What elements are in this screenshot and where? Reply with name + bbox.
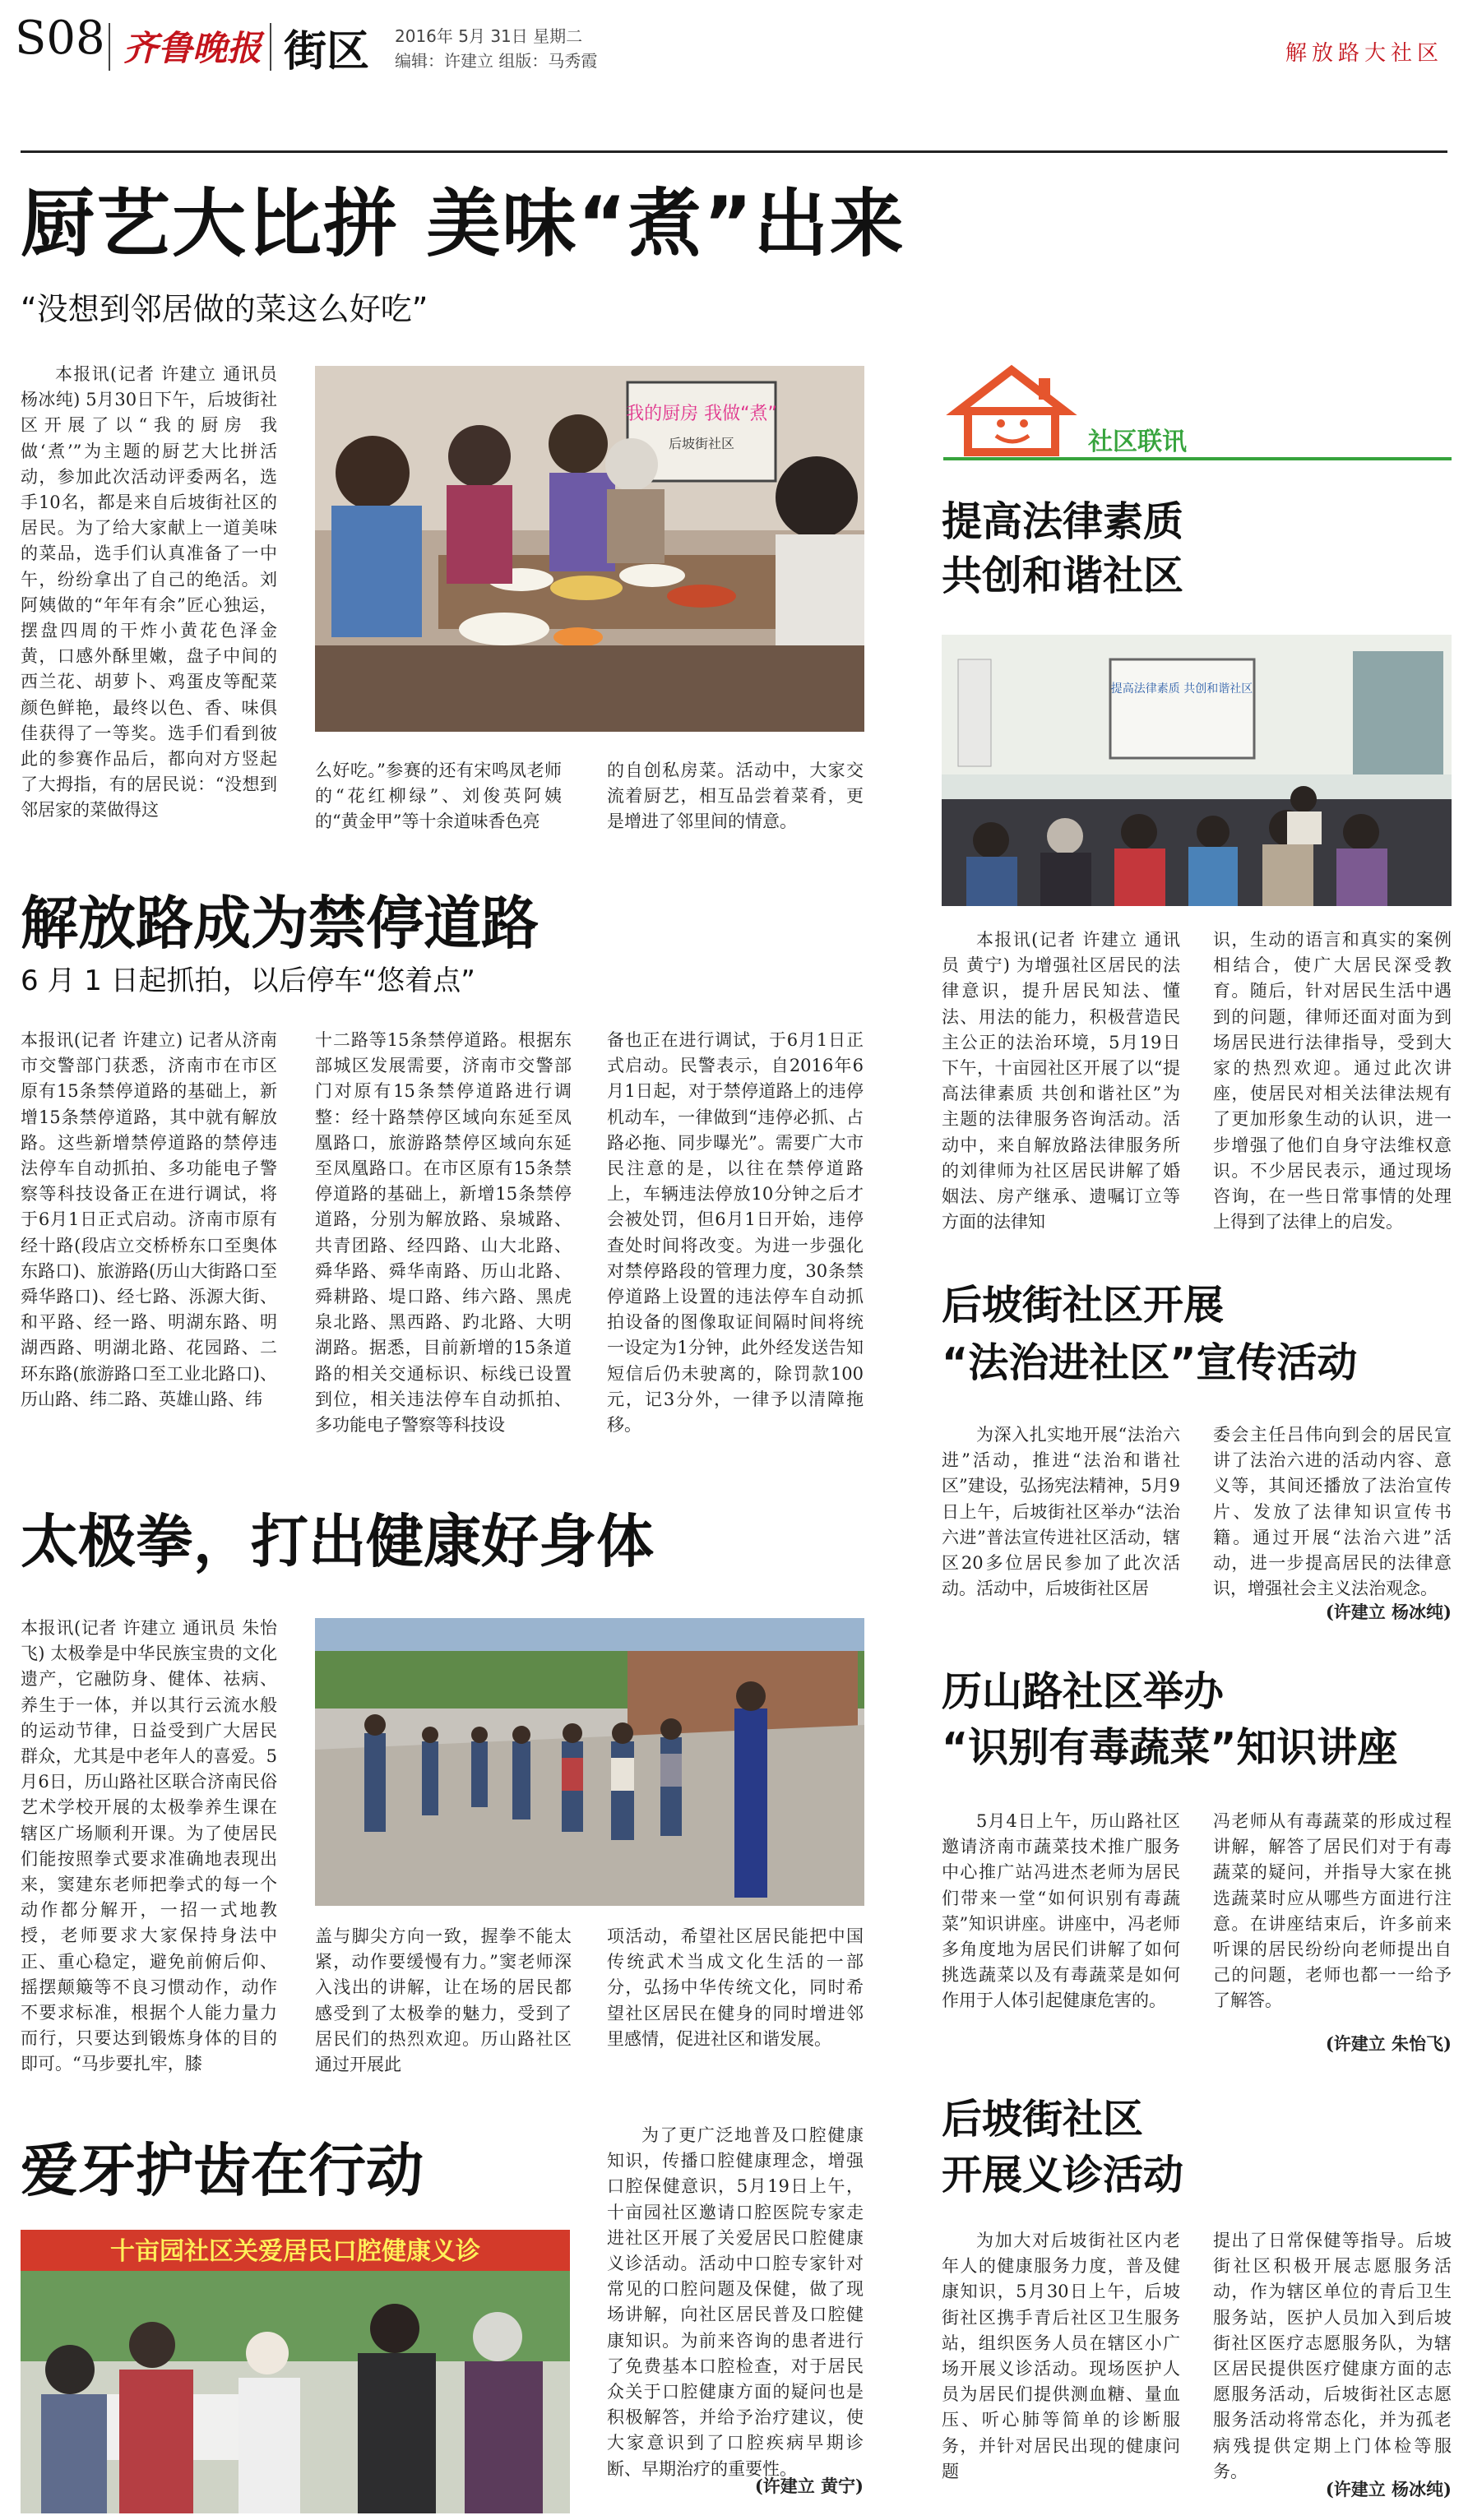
s3-title-line1: 历山路社区举办	[942, 1668, 1225, 1715]
a3-column-2: 盖与脚尖方向一致，握拳不能太紧，动作要缓慢有力。”窦老师深入浅出的讲解，让在场的居民都感受到了太极拳的魅力，受到了居民们的热烈欢迎。历山路社区通过开展此	[315, 1926, 572, 2075]
s3-column-2: 冯老师从有毒蔬菜的形成过程讲解，解答了居民们对于有毒蔬菜的疑问，并指导大家在挑选蔬菜时应从哪些方面进行注意。在讲座结束后，许多前来听课的居民纷纷向老师提出自己的问题，老师也都一一给予了解答。	[1213, 1811, 1452, 2011]
logo-rule	[943, 457, 1452, 460]
a3-taichi-photo	[315, 1618, 864, 1906]
s1-title-line2: 共创和谐社区	[942, 553, 1184, 599]
s1-column-1: 本报讯(记者 许建立 通讯员 黄宁) 为增强社区居民的法律意识，提升居民知法、懂法、用法的能力，积极营造民主公正的法治环境，5月19日下午，十亩园社区开展了以“提高法律素质 共创和谐社区”为主题的法律服务咨询活动。活动中，来自解放路法律服务所的刘律师为社区居民讲解了婚姻法、房产继承、遗嘱订立等方面的法律知	[942, 930, 1180, 1232]
s4-column-2: 提出了日常保健等指导。后坡街社区积极开展志愿服务活动，作为辖区单位的青后卫生服务站，医护人员加入到后坡街社区医疗志愿服务队，为辖区居民提供医疗健康方面的志愿服务活动，后坡街社区志愿服务活动将常态化，并为孤老病残提供定期上门体检等服务。	[1213, 2231, 1452, 2481]
s3-title-line2: “识别有毒蔬菜”知识讲座	[942, 1724, 1398, 1771]
header-rule	[21, 150, 1447, 153]
page-number: S08	[15, 12, 105, 65]
s1-column-2: 识，生动的语言和真实的案例相结合，使广大居民深受教育。随后，针对居民生活中遇到的问题，律师还面对面为到场居民进行法律指导，受到大家的热烈欢迎。通过此次讲座，使居民对相关法律法规有了更加形象生动的认识，进一步增强了他们自身守法维权意识。不少居民表示，通过现场咨询，在一些日常事情的处理上得到了法律上的启发。	[1213, 930, 1452, 1232]
section-right-label: 解放路大社区	[1285, 41, 1443, 66]
s2-column-1: 为深入扎实地开展“法治六进”活动，推进“法治和谐社区”建设，弘扬宪法精神，5月9日上午，后坡街社区举办“法治六进”普法宣传进社区活动，辖区20多位居民参加了此次活动。活动中，后坡街社区居	[942, 1425, 1180, 1599]
s1-title-line1: 提高法律素质	[942, 498, 1184, 545]
s2-title-line1: 后坡街社区开展	[942, 1282, 1225, 1329]
dental-banner-text: 十亩园社区关爱居民口腔健康义诊	[110, 2237, 480, 2266]
section-title: 街区	[284, 27, 370, 76]
community-news-logo	[942, 362, 1452, 460]
s1-lecture-photo	[942, 635, 1452, 906]
s2-signature: (许建立 杨冰纯)	[1325, 1602, 1452, 1622]
photo-sign-subtext: 后坡街社区	[668, 436, 735, 451]
s3-column-1: 5月4日上午，历山路社区邀请济南市蔬菜技术推广服务中心推广站冯进杰老师为居民们带来一堂“如何识别有毒蔬菜”知识讲座。讲座中，冯老师多角度地为居民们讲解了如何挑选蔬菜以及有毒蔬菜是如何作用于人体引起健康危害的。	[942, 1811, 1180, 2011]
editors-credit: 编辑：许建立 组版：马秀霞	[395, 51, 598, 71]
community-news-label: 社区联讯	[1088, 428, 1187, 456]
newspaper-logo: 齐鲁晚报	[123, 28, 262, 68]
a3-column-3: 项活动，希望社区居民能把中国传统武术当成文化生活的一部分，弘扬中华传统文化，同时希望社区居民在健身的同时增进邻里感情，促进社区和谐发展。	[607, 1926, 864, 2049]
house-icon	[942, 362, 1081, 456]
a3-column-1: 本报讯(记者 许建立 通讯员 朱怡飞) 太极拳是中华民族宝贵的文化遗产，它融防身、健体、祛病、养生于一体，并以其行云流水般的运动节律，日益受到广大居民群众，尤其是中老年人的喜爱。5月6日，历山路社区联合济南民俗艺术学校开展的太极拳养生课在辖区广场顺利开课。为了使居民们能按照拳式要求准确地表现出来，窦建东老师把拳式的每一个动作都分解开，一招一式地教授，老师要求大家保持身法中正、重心稳定，避免前俯后仰、摇摆颠簸等不良习惯动作，动作不要求标准，根据个人能力量力而行，只要达到锻炼身体的目的即可。“马步要扎牢，膝	[21, 1618, 277, 2074]
a4-headline: 爱牙护齿在行动	[21, 2137, 424, 2204]
a2-subheadline: 6 月 1 日起抓拍，以后停车“悠着点”	[21, 964, 475, 997]
a1-column-1: 本报讯(记者 许建立 通讯员 杨冰纯) 5月30日下午，后坡街社区开展了以“我的厨房 我做‘煮’”为主题的厨艺大比拼活动，参加此次活动评委两名，选手10名，都是来自后坡街社区的居民。为了给大家献上一道美味的菜品，选手们认真准备了一中午，纷纷拿出了自己的绝活。刘阿姨做的“年年有余”匠心独运，摆盘四周的干炸小黄花色泽金黄，口感外酥里嫩，盘子中间的西兰花、胡萝卜、鸡蛋皮等配菜颜色鲜艳，最终以色、香、味俱佳获得了一等奖。选手们看到彼此的参赛作品后，都向对方竖起了大拇指，有的居民说：“没想到邻居家的菜做得这	[21, 364, 277, 821]
a2-headline: 解放路成为禁停道路	[21, 890, 539, 957]
s3-signature: (许建立 朱怡飞)	[1325, 2033, 1452, 2054]
a1-subheadline: “没想到邻居做的菜这么好吃”	[21, 291, 428, 327]
s4-column-1: 为加大对后坡街社区内老年人的健康服务力度，普及健康知识，5月30日上午，后坡街社区携手青后社区卫生服务站，组织医务人员在辖区小广场开展义诊活动。现场医护人员为居民们提供测血糖、量血压、听心肺等简单的诊断服务，并针对居民出现的健康问题	[942, 2231, 1180, 2481]
header-divider	[270, 23, 271, 71]
photo-sign-text: 我的厨房 我做“煮”	[626, 404, 777, 424]
a2-column-1: 本报讯(记者 许建立) 记者从济南市交警部门获悉，济南市在市区原有15条禁停道路的基础上，新增15条禁停道路，其中就有解放路。这些新增禁停道路的禁停违法停车自动抓拍、多功能电子警察等科技设备正在进行调试，将于6月1日正式启动。济南市原有经十路(段店立交桥桥东口至奥体东路口)、旅游路(历山大街路口至舜华路口)、经七路、泺源大街、和平路、经一路、明湖东路、明湖西路、明湖北路、花园路、二环东路(旅游路口至工业北路口)、历山路、纬二路、英雄山路、纬	[21, 1030, 277, 1409]
s4-title-line1: 后坡街社区	[942, 2096, 1144, 2143]
a2-column-2: 十二路等15条禁停道路。根据东部城区发展需要，济南市交警部门对原有15条禁停道路进行调整：经十路禁停区域向东延至凤凰路口，旅游路禁停区域向东延至凤凰路口。在市区原有15条禁停道路的基础上，新增15条禁停道路，分别为解放路、泉城路、共青团路、经四路、山大北路、舜华路、舜华南路、历山北路、舜耕路、堤口路、纬六路、黑虎泉北路、黑西路、趵北路、大明湖路。据悉，目前新增的15条道路的相关交通标识、标线已设置到位，相关违法停车自动抓拍、多功能电子警察等科技设	[315, 1030, 572, 1436]
a1-column-2: 么好吃。”参赛的还有宋鸣凤老师的“花红柳绿”、刘俊英阿姨的“黄金甲”等十余道味香色亮	[315, 761, 562, 832]
issue-date: 2016年 5月 31日 星期二	[395, 26, 583, 46]
a1-cooking-photo	[315, 366, 864, 732]
a4-dental-photo	[21, 2230, 570, 2513]
a4-column: 为了更广泛地普及口腔健康知识，传播口腔健康理念，增强口腔保健意识，5月19日上午，十亩园社区邀请口腔医院专家走进社区开展了关爱居民口腔健康义诊活动。活动中口腔专家针对常见的口腔问题及保健，做了现场讲解，向社区居民普及口腔健康知识。为前来咨询的患者进行了免费基本口腔检查，对于居民众关于口腔健康方面的疑问也是积极解答，并给予治疗建议，使大家意识到了口腔疾病早期诊断、早期治疗的重要性。	[607, 2125, 864, 2479]
a3-headline: 太极拳，打出健康好身体	[21, 1508, 654, 1575]
a1-column-3: 的自创私房菜。活动中，大家交流着厨艺，相互品尝着菜肴，更是增进了邻里间的情意。	[607, 761, 864, 832]
s1-screen-text: 提高法律素质 共创和谐社区	[1110, 682, 1253, 696]
s2-title-line2: “法治进社区”宣传活动	[942, 1339, 1358, 1386]
a1-headline: 厨艺大比拼 美味“煮”出来	[21, 181, 905, 267]
s2-column-2: 委会主任吕伟向到会的居民宣讲了法治六进的活动内容、意义等，其间还播放了法治宣传片、发放了法律知识宣传书籍。通过开展“法治六进”活动，进一步提高居民的法律意识，增强社会主义法治观念。	[1213, 1425, 1452, 1599]
s4-signature: (许建立 杨冰纯)	[1325, 2479, 1452, 2499]
header-divider	[109, 23, 110, 71]
a2-column-3: 备也正在进行调试，于6月1日正式启动。民警表示，自2016年6月1日起，对于禁停道路上的违停机动车，一律做到“违停必抓、占路必拖、同步曝光”。需要广大市民注意的是，以往在禁停道路上，车辆违法停放10分钟之后才会被处罚，但6月1日开始，违停查处时间将改变。为进一步强化对禁停路段的管理力度，30条禁停道路上设置的违法停车自动抓拍设备的图像取证间隔时间将统一设定为1分钟，此外经发送告知短信后仍未驶离的，除罚款100元，记3分外，一律予以清障拖移。	[607, 1030, 864, 1436]
s4-title-line2: 开展义诊活动	[942, 2152, 1184, 2199]
a4-signature: (许建立 黄宁)	[754, 2476, 864, 2496]
